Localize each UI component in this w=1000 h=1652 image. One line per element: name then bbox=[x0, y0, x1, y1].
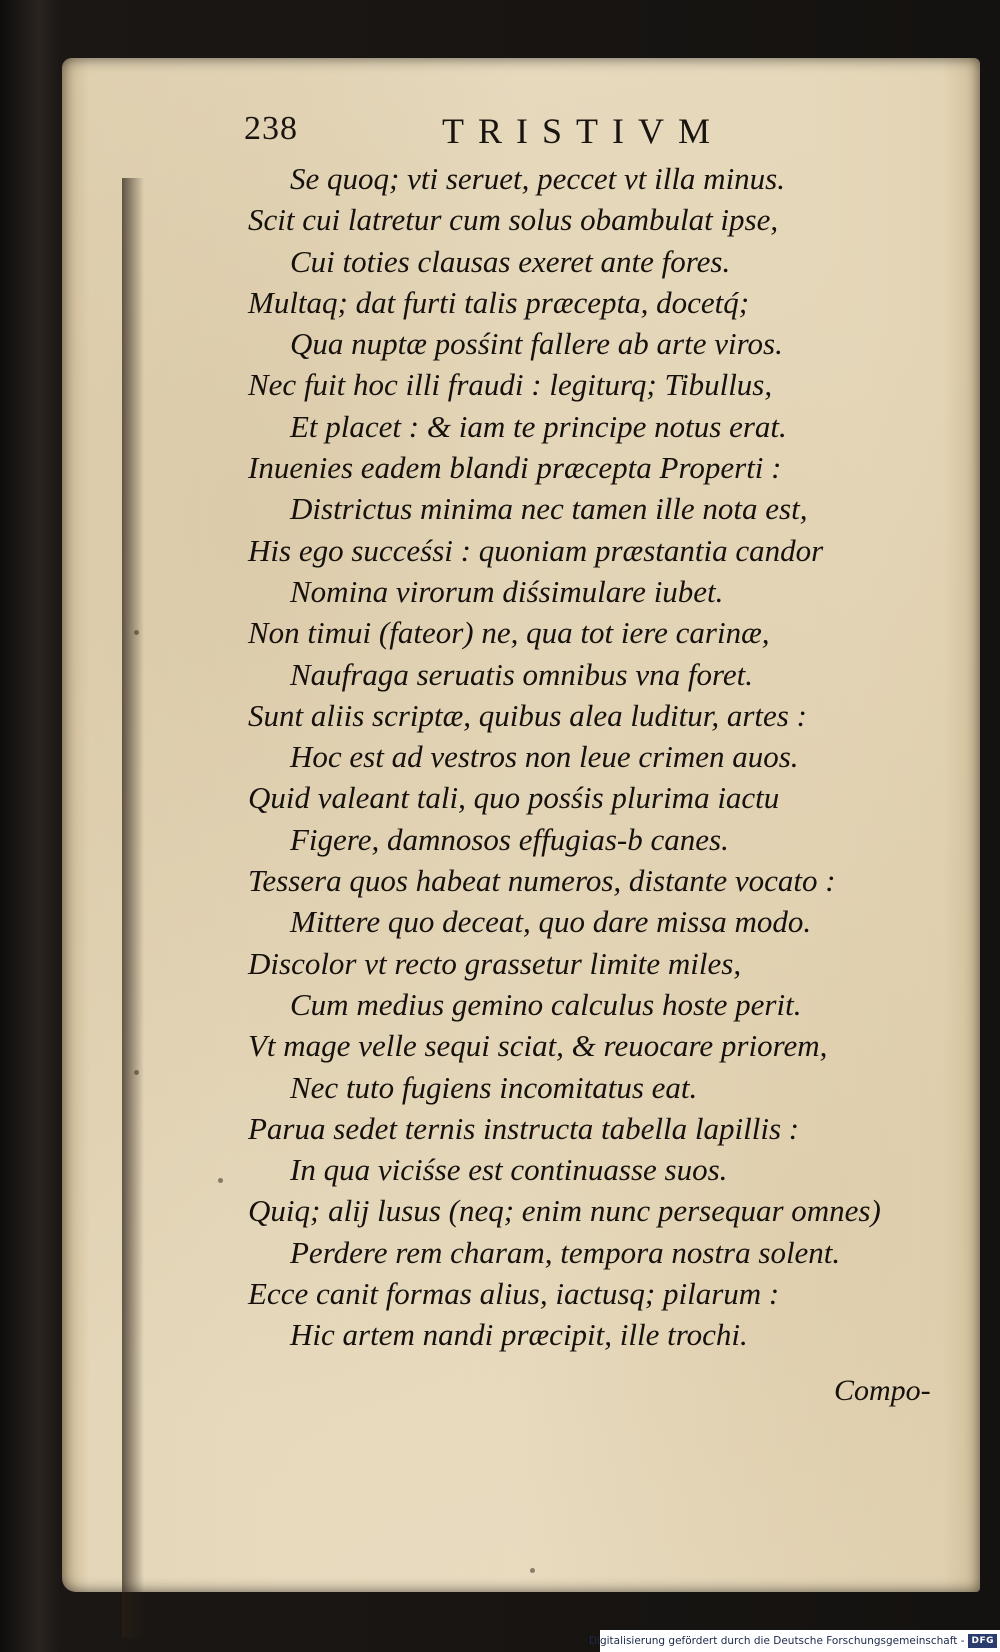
verse-line: Hic artem nandi præcipit, ille trochi. bbox=[290, 1317, 748, 1353]
verse-line: Sunt aliis scriptæ, quibus alea luditur, artes : bbox=[248, 697, 807, 733]
running-title: TRISTIVM bbox=[442, 111, 724, 151]
page-number: 238 bbox=[244, 110, 298, 147]
verse-line: Scit cui latretur cum solus obambulat ipse, bbox=[248, 202, 779, 238]
digitization-credit-banner bbox=[588, 1630, 1000, 1652]
ink-speck bbox=[134, 630, 139, 635]
verse-line: Se quoq; vti seruet, peccet vt illa minus. bbox=[290, 161, 786, 196]
verse-line: Nec fuit hoc illi fraudi : legiturq; Tibullus, bbox=[248, 367, 773, 403]
verse-line: Ecce canit formas alius, iactusq; pilarum : bbox=[248, 1276, 780, 1312]
catchword: Compo- bbox=[834, 1374, 931, 1407]
verse-line: Inuenies eadem blandi præcepta Properti : bbox=[248, 450, 782, 486]
verse-line: In qua viciśse est continuasse suos. bbox=[290, 1152, 728, 1188]
page-header bbox=[244, 110, 764, 154]
verse-line: Nomina virorum diśsimulare iubet. bbox=[290, 573, 724, 609]
verse-line: Perdere rem charam, tempora nostra solent. bbox=[290, 1234, 841, 1270]
verse-line: Cui toties clausas exeret ante fores. bbox=[290, 243, 731, 279]
verse-line: Hoc est ad vestros non leue crimen auos. bbox=[290, 739, 799, 775]
verse-line: Districtus minima nec tamen ille nota est, bbox=[290, 491, 808, 527]
verse-line: Tessera quos habeat numeros, distante vocato : bbox=[248, 863, 836, 899]
verse-line: Vt mage velle sequi sciat, & reuocare priorem, bbox=[248, 1028, 828, 1064]
verse-line: Multaq; dat furti talis præcepta, docetq́; bbox=[248, 284, 750, 320]
verse-line: Cum medius gemino calculus hoste perit. bbox=[290, 986, 802, 1022]
dfg-logo: DFG bbox=[968, 1634, 997, 1648]
verse-text bbox=[248, 158, 928, 1356]
verse-line: Parua sedet ternis instructa tabella lapillis : bbox=[248, 1110, 800, 1146]
verse-line: Non timui (fateor) ne, qua tot iere carinæ, bbox=[248, 615, 770, 651]
verse-line: Nec tuto fugiens incomitatus eat. bbox=[290, 1069, 698, 1105]
verse-line: Et placet : & iam te principe notus erat. bbox=[290, 408, 787, 444]
verse-line: His ego succeśsi : quoniam præstantia candor bbox=[248, 532, 824, 568]
verse-line: Naufraga seruatis omnibus vna foret. bbox=[290, 656, 754, 692]
ink-speck bbox=[530, 1568, 535, 1573]
digitization-credit: Digitalisierung gefördert durch die Deutsche Forschungsgemeinschaft - bbox=[588, 1635, 965, 1647]
ink-speck bbox=[218, 1178, 223, 1183]
page-gutter-shadow bbox=[122, 178, 144, 1638]
verse-line: Qua nuptæ posśint fallere ab arte viros. bbox=[290, 326, 783, 362]
verse-line: Discolor vt recto grassetur limite miles, bbox=[248, 945, 742, 981]
verse-line: Figere, damnosos effugias-b canes. bbox=[290, 821, 729, 857]
verse-line: Mittere quo deceat, quo dare missa modo. bbox=[290, 904, 812, 940]
ink-speck bbox=[134, 1070, 139, 1075]
verse-line: Quid valeant tali, quo posśis plurima iactu bbox=[248, 780, 780, 816]
verse-line: Quiq; alij lusus (neq; enim nunc persequar omnes) bbox=[248, 1193, 881, 1229]
